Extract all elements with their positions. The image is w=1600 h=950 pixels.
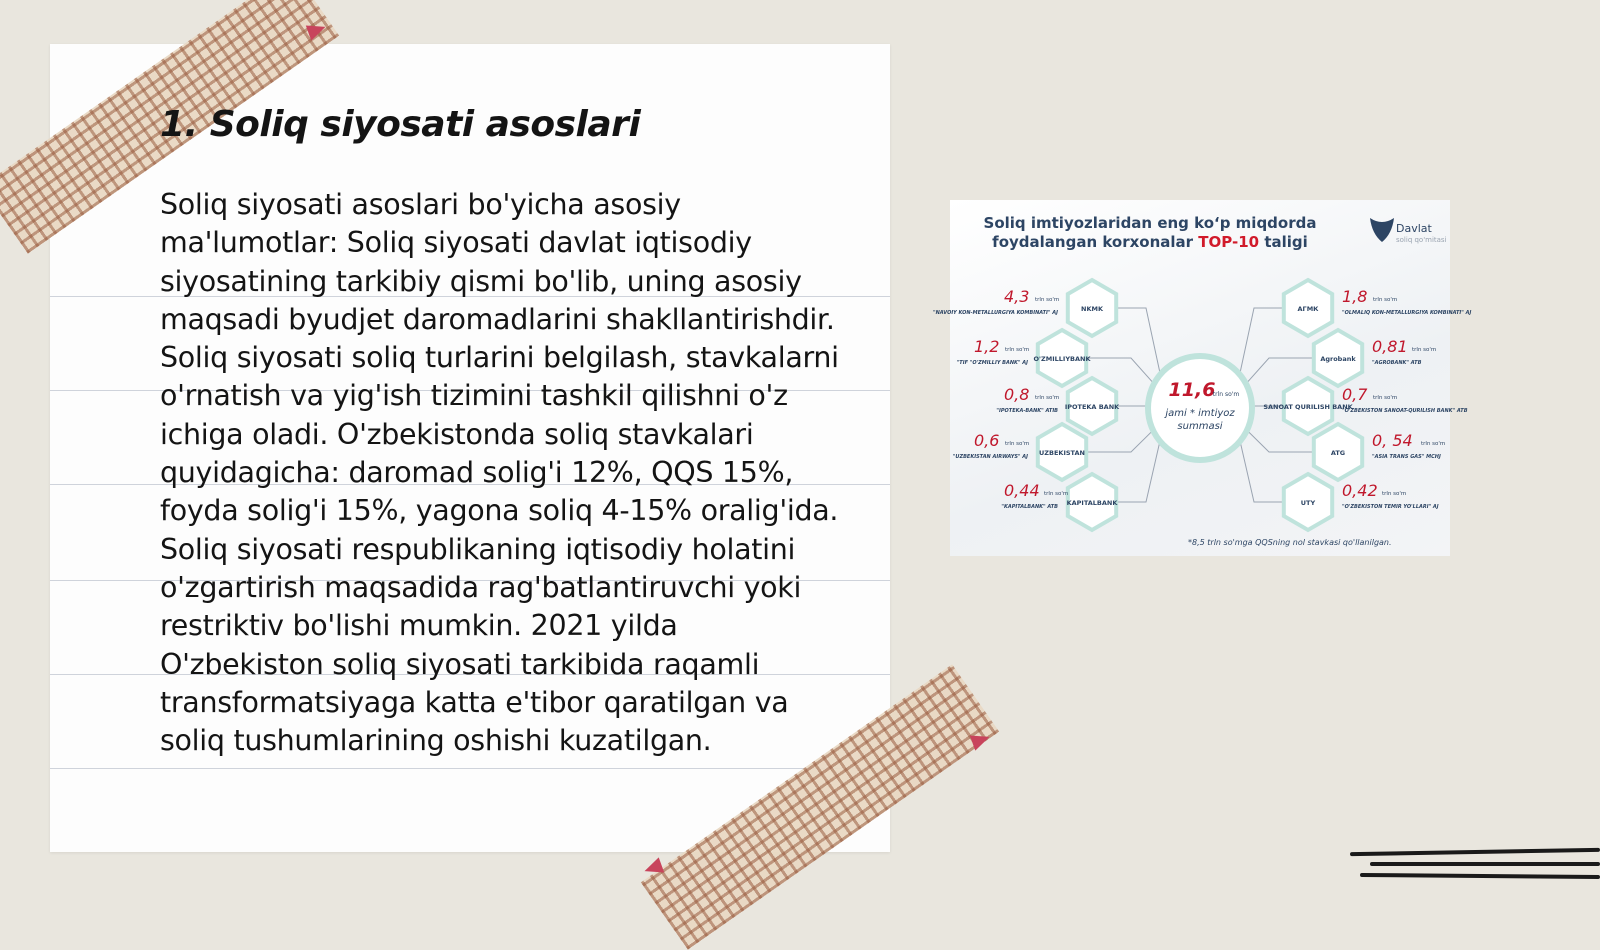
agency-logo-text: Davlat [1396,222,1432,235]
agency-emblem-icon [1370,218,1394,242]
company-value: 4,3 [1004,287,1030,306]
infographic-title-line1: Soliq imtiyozlaridan eng ko‘p miqdorda [983,214,1317,232]
agency-logo-subtext: soliq qo'mitasi [1396,236,1447,244]
company-name: "O'ZBEKISTON TEMIR YO'LLARI" AJ [1342,504,1439,510]
company-name: "UZBEKISTAN AIRWAYS" AJ [952,454,1028,460]
total-value: 11,6 [1168,379,1216,401]
company-value-unit: trln so'm [1005,441,1030,447]
paper-rule [50,768,890,769]
company-name: "KAPITALBANK" ATB [1001,504,1058,510]
company-logo-text: АГМК [1297,305,1319,313]
infographic-graphics [932,200,1472,556]
company-logo-text: IPOTEKA BANK [1064,403,1120,411]
company-value: 0,81 [1372,337,1408,356]
company-name: "IPOTEKA-BANK" ATIB [996,408,1058,414]
company-value: 1,8 [1342,287,1368,306]
brush-stroke [1350,848,1600,856]
company-logo-text: UTY [1300,499,1316,507]
company-logo-text: SANOAT QURILISH BANK [1263,403,1353,411]
company-logo-text: ATG [1330,449,1346,457]
brush-stroke [1360,873,1600,879]
infographic-title-line2 [950,233,1350,252]
company-value-unit: trln so'm [1035,297,1060,303]
total-unit: trln so'm [1212,391,1240,398]
company-value-unit: trln so'm [1373,395,1398,401]
slide-body-text: Soliq siyosati asoslari bo'yicha asosiy ma'lumotlar: Soliq siyosati davlat iqtisodiy siyosatining tarkibiy qismi bo'lib, uning asosiy maqsadi byudjet daromadlarini shakllantirishdir. Soliq siyosati soliq turlarini belgilash, stavkalarni o'rnatish va yig'ish tizimini tashkil qilishni o'z ichiga oladi. O'zbekistonda soliq stavkalari quyidagicha: daromad solig'i 12%, QQS 15%, foyda solig'i 15%, yagona soliq 4-15% oralig'ida. Soliq siyosati respublikaning iqtisodiy holatini o'zgartirish maqsadida rag'batlantiruvchi yoki restriktiv bo'lishi mumkin. 2021 yilda O'zbekiston soliq siyosati tarkibida raqamli transformatsiyaga katta e'tibor qaratilgan va soliq tushumlarining oshishi kuzatilgan. [160,188,839,758]
company-name: "TIF "O'ZMILLIY BANK" AJ [956,360,1028,366]
company-value: 0,6 [974,431,1000,450]
total-label-line2: summasi [1177,421,1223,432]
company-value-unit: trln so'm [1373,297,1398,303]
company-value-unit: trln so'm [1421,441,1446,447]
company-name: "ASIA TRANS GAS" MCHJ [1372,454,1441,460]
infographic-footnote: *8,5 trln so'mga QQSning nol stavkasi qo'llanilgan. [1188,538,1392,547]
company-value: 0,7 [1342,385,1368,404]
company-logo-text: KAPITALBANK [1066,499,1118,507]
infographic-title [950,214,1350,252]
tax-benefits-infographic [932,200,1472,556]
company-logo-text: NKMK [1081,305,1103,313]
company-logo-text: O'ZMILLIYBANK [1033,355,1091,363]
brush-stroke [1370,862,1600,866]
company-value: 0,42 [1342,481,1378,500]
slide-title: 1. Soliq siyosati asoslari [160,104,641,145]
company-value-unit: trln so'm [1412,347,1437,353]
company-logo-text: Agrobank [1320,355,1356,363]
company-value-unit: trln so'm [1035,395,1060,401]
total-label-line1: jami * imtiyoz [1165,408,1235,419]
company-value: 0,8 [1004,385,1030,404]
company-name: "NAVOIY KON-METALLURGIYA KOMBINATI" AJ [932,310,1058,316]
title-line2-suffix: taligi [1259,233,1308,251]
company-value-unit: trln so'm [1005,347,1030,353]
company-value: 0, 54 [1372,431,1413,450]
title-line2-prefix: foydalangan korxonalar [992,233,1199,251]
company-name: "AGROBANK" ATB [1372,360,1422,366]
company-value-unit: trln so'm [1382,491,1407,497]
title-accent-top10: TOP-10 [1198,233,1260,251]
company-name: "OLMALIQ KON-METALLURGIYA KOMBINATI" AJ [1342,310,1472,316]
company-value: 1,2 [974,337,1000,356]
company-logo-text: UZBEKISTAN [1039,449,1085,457]
company-value-unit: trln so'm [1044,491,1069,497]
company-name: "O'ZBEKISTON SANOAT-QURILISH BANK" ATB [1342,408,1468,414]
company-value: 0,44 [1004,481,1040,500]
